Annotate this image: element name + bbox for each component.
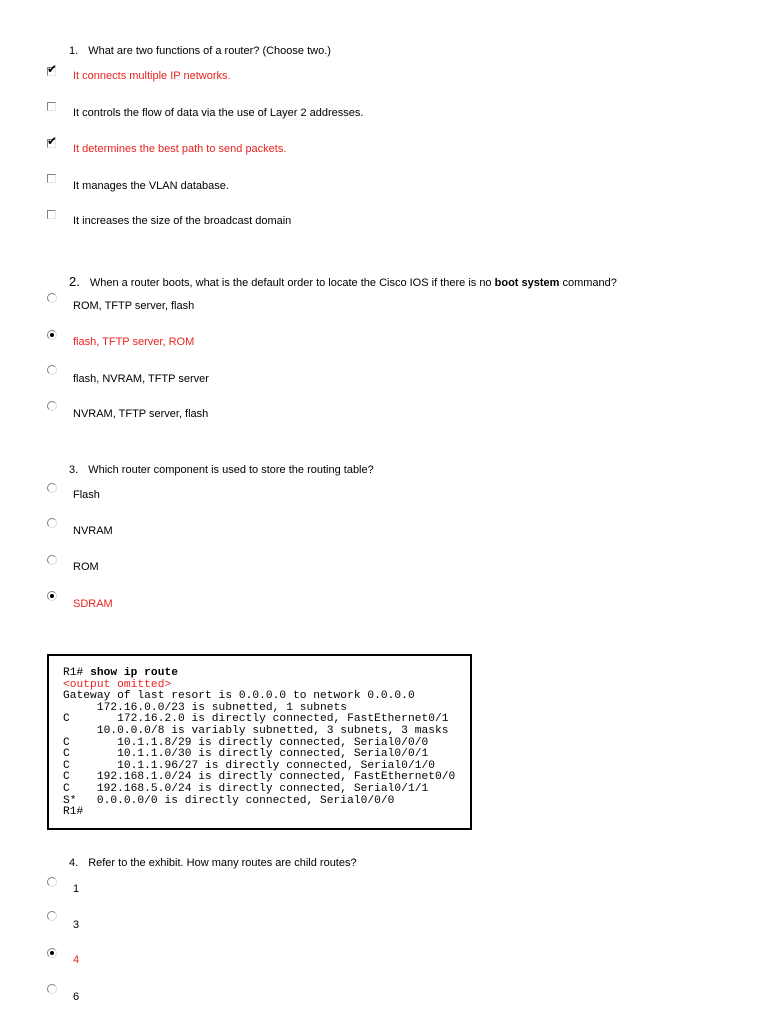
radio-selected-dot <box>50 333 54 337</box>
exhibit-prompt: R1# <box>63 667 84 679</box>
exhibit-line: 10.0.0.0/8 is variably subnetted, 3 subnets, 3 masks <box>63 724 449 737</box>
option-label: 4 <box>73 954 80 966</box>
option-radio[interactable] <box>47 518 57 528</box>
exhibit-line: R1# <box>63 806 84 819</box>
option-label: It controls the flow of data via the use of Layer 2 addresses. <box>73 107 364 119</box>
option-radio[interactable] <box>47 984 57 994</box>
option-label: 6 <box>73 991 80 1003</box>
question-2 <box>69 274 617 289</box>
option-radio[interactable] <box>47 483 57 493</box>
exhibit-line: C 10.1.1.0/30 is directly connected, Serial0/0/1 <box>63 748 429 761</box>
option-label: ROM, TFTP server, flash <box>73 300 195 312</box>
exhibit-command: show ip route <box>90 667 178 679</box>
option-checkbox[interactable] <box>47 210 56 219</box>
option-checkbox[interactable] <box>47 134 58 148</box>
option-label: It determines the best path to send packets. <box>73 143 287 155</box>
option-radio[interactable] <box>47 591 57 601</box>
exhibit-line: C 172.16.2.0 is directly connected, FastEthernet0/1 <box>63 713 449 726</box>
option-radio[interactable] <box>47 330 57 340</box>
option-label: SDRAM <box>73 598 113 610</box>
question-keyword: boot system <box>494 277 560 289</box>
option-label: It manages the VLAN database. <box>73 180 229 192</box>
option-radio[interactable] <box>47 948 57 958</box>
exhibit-show-ip-route <box>47 654 472 830</box>
radio-selected-dot <box>50 951 54 955</box>
question-text: When a router boots, what is the default order to locate the Cisco IOS if there is no <box>89 277 492 289</box>
option-label: It connects multiple IP networks. <box>73 70 231 82</box>
radio-selected-dot <box>50 594 54 598</box>
question-text: What are two functions of a router? (Choose two.) <box>88 45 331 57</box>
option-checkbox[interactable] <box>47 62 58 76</box>
option-radio[interactable] <box>47 911 57 921</box>
exhibit-line: C 10.1.1.8/29 is directly connected, Serial0/0/0 <box>63 736 429 749</box>
question-number: 1. <box>69 45 79 57</box>
question-number: 2. <box>69 274 80 289</box>
question-1 <box>69 45 331 57</box>
exhibit-line: C 192.168.1.0/24 is directly connected, FastEthernet0/0 <box>63 771 456 784</box>
exhibit-line: C 10.1.1.96/27 is directly connected, Serial0/1/0 <box>63 759 435 772</box>
check-mark-icon: ✔ <box>47 134 58 148</box>
question-number: 3. <box>69 464 79 476</box>
option-radio[interactable] <box>47 293 57 303</box>
check-mark-icon: ✔ <box>47 62 58 76</box>
question-number: 4. <box>69 857 79 869</box>
question-4 <box>69 857 357 869</box>
option-label: flash, NVRAM, TFTP server <box>73 373 209 385</box>
option-label: 3 <box>73 919 80 931</box>
option-radio[interactable] <box>47 877 57 887</box>
question-text-end: command? <box>562 277 617 289</box>
option-radio[interactable] <box>47 365 57 375</box>
exhibit-omitted-note: <output omitted> <box>63 678 172 691</box>
option-checkbox[interactable] <box>47 102 56 111</box>
question-text: Refer to the exhibit. How many routes are child routes? <box>88 857 357 869</box>
exhibit-line: Gateway of last resort is 0.0.0.0 to network 0.0.0.0 <box>63 690 415 703</box>
exhibit-line: C 192.168.5.0/24 is directly connected, Serial0/1/1 <box>63 782 429 795</box>
option-checkbox[interactable] <box>47 174 56 183</box>
option-label: 1 <box>73 883 80 895</box>
question-text: Which router component is used to store the routing table? <box>88 464 374 476</box>
exhibit-output <box>63 668 455 819</box>
question-3 <box>69 464 374 476</box>
option-radio[interactable] <box>47 401 57 411</box>
option-label: flash, TFTP server, ROM <box>73 336 195 348</box>
exhibit-line: S* 0.0.0.0/0 is directly connected, Serial0/0/0 <box>63 794 395 807</box>
option-radio[interactable] <box>47 555 57 565</box>
option-label: ROM <box>73 561 99 573</box>
option-label: NVRAM <box>73 525 113 537</box>
option-label: It increases the size of the broadcast domain <box>73 215 292 227</box>
option-label: Flash <box>73 489 100 501</box>
option-label: NVRAM, TFTP server, flash <box>73 408 209 420</box>
exhibit-line: 172.16.0.0/23 is subnetted, 1 subnets <box>63 701 348 714</box>
